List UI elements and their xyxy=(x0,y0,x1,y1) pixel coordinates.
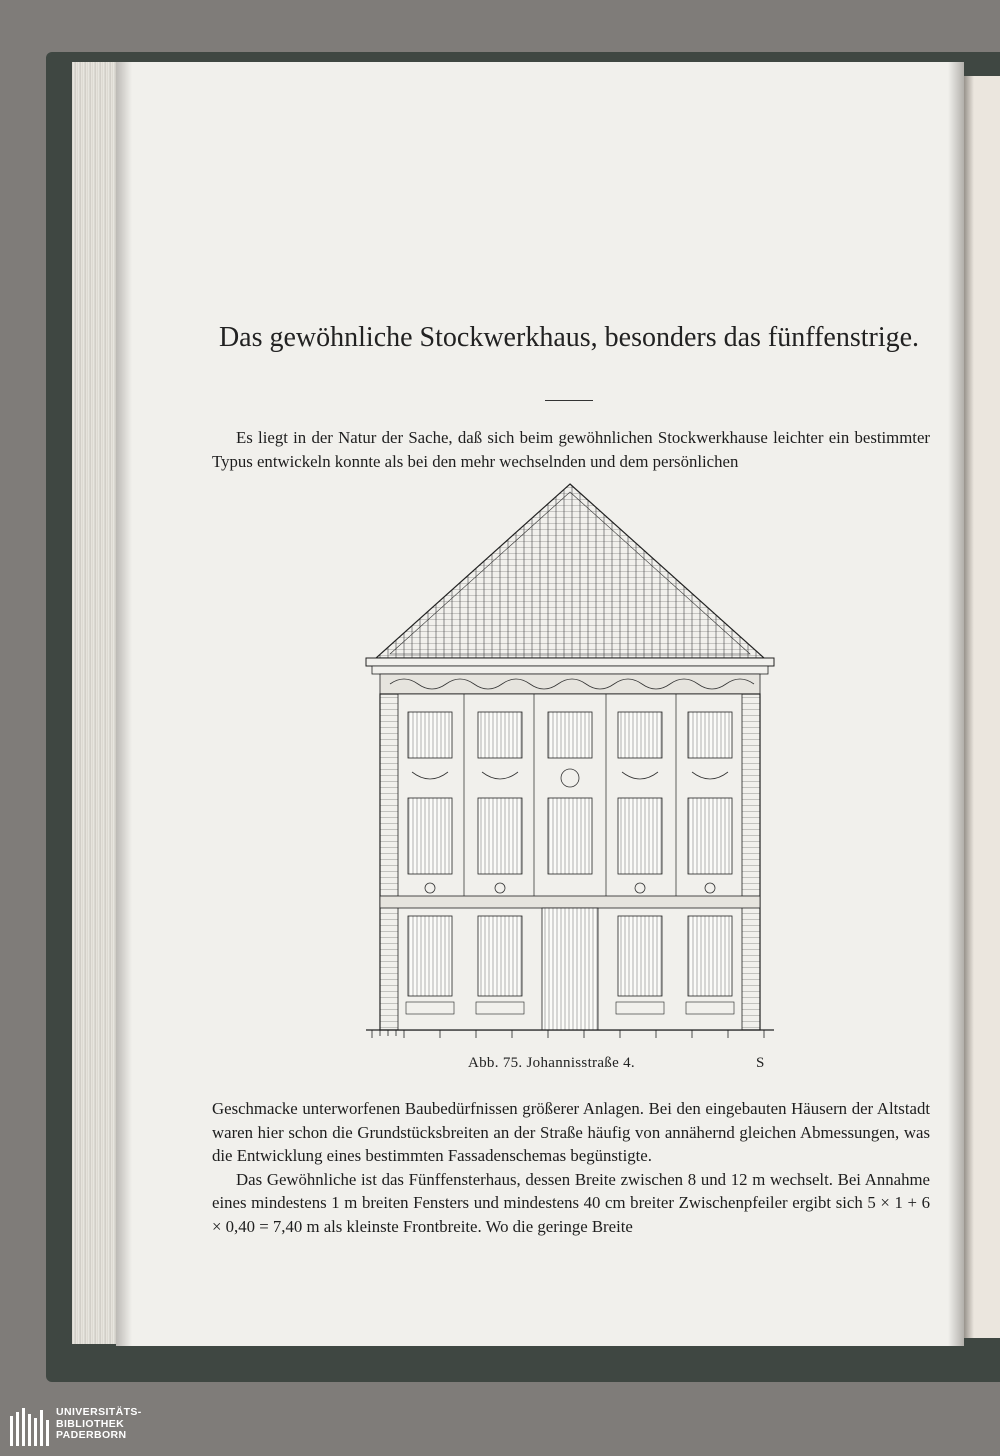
page-edges xyxy=(72,62,122,1344)
body-text xyxy=(212,1097,930,1238)
figure-mark: S xyxy=(756,1055,765,1071)
library-logo-text: UNIVERSITÄTS- BIBLIOTHEK PADERBORN xyxy=(56,1406,142,1441)
title-divider xyxy=(545,400,593,401)
facade-illustration xyxy=(360,482,780,1042)
figure-caption: Abb. 75. Johannisstraße 4. xyxy=(468,1055,635,1071)
paragraph-second: Das Gewöhnliche ist das Fünffensterhaus, dessen Breite zwischen 8 und 12 m wechselt. Bei Annahme eines mindestens 1 m breiten Fensters und mindestens 40 cm breiter Zwischenpfeiler ergibt sich 5 × 1 + 6 × 0,40 = 7,40 m als kleinste Frontbreite. Wo die geringe Breite xyxy=(212,1169,930,1236)
paragraph-continued: Geschmacke unterworfenen Baubedürfnissen größerer Anlagen. Bei den eingebauten Häusern der Altstadt waren hier schon die Grundstücksbreiten an der Straße häufig von annähernd gleichen Abmessungen, was die Entwicklung eines bestimmten Fassadenschemas begünstigte. xyxy=(212,1099,930,1165)
paragraph-intro: Es liegt in der Natur der Sache, daß sich beim gewöhnlichen Stockwerkhause leichter ein bestimmter Typus entwickeln konnte als bei den mehr wechselnden und dem persönlichen xyxy=(212,428,930,471)
chapter-title: Das gewöhnliche Stockwerkhaus, besonders das fünffenstrige. xyxy=(218,322,920,353)
